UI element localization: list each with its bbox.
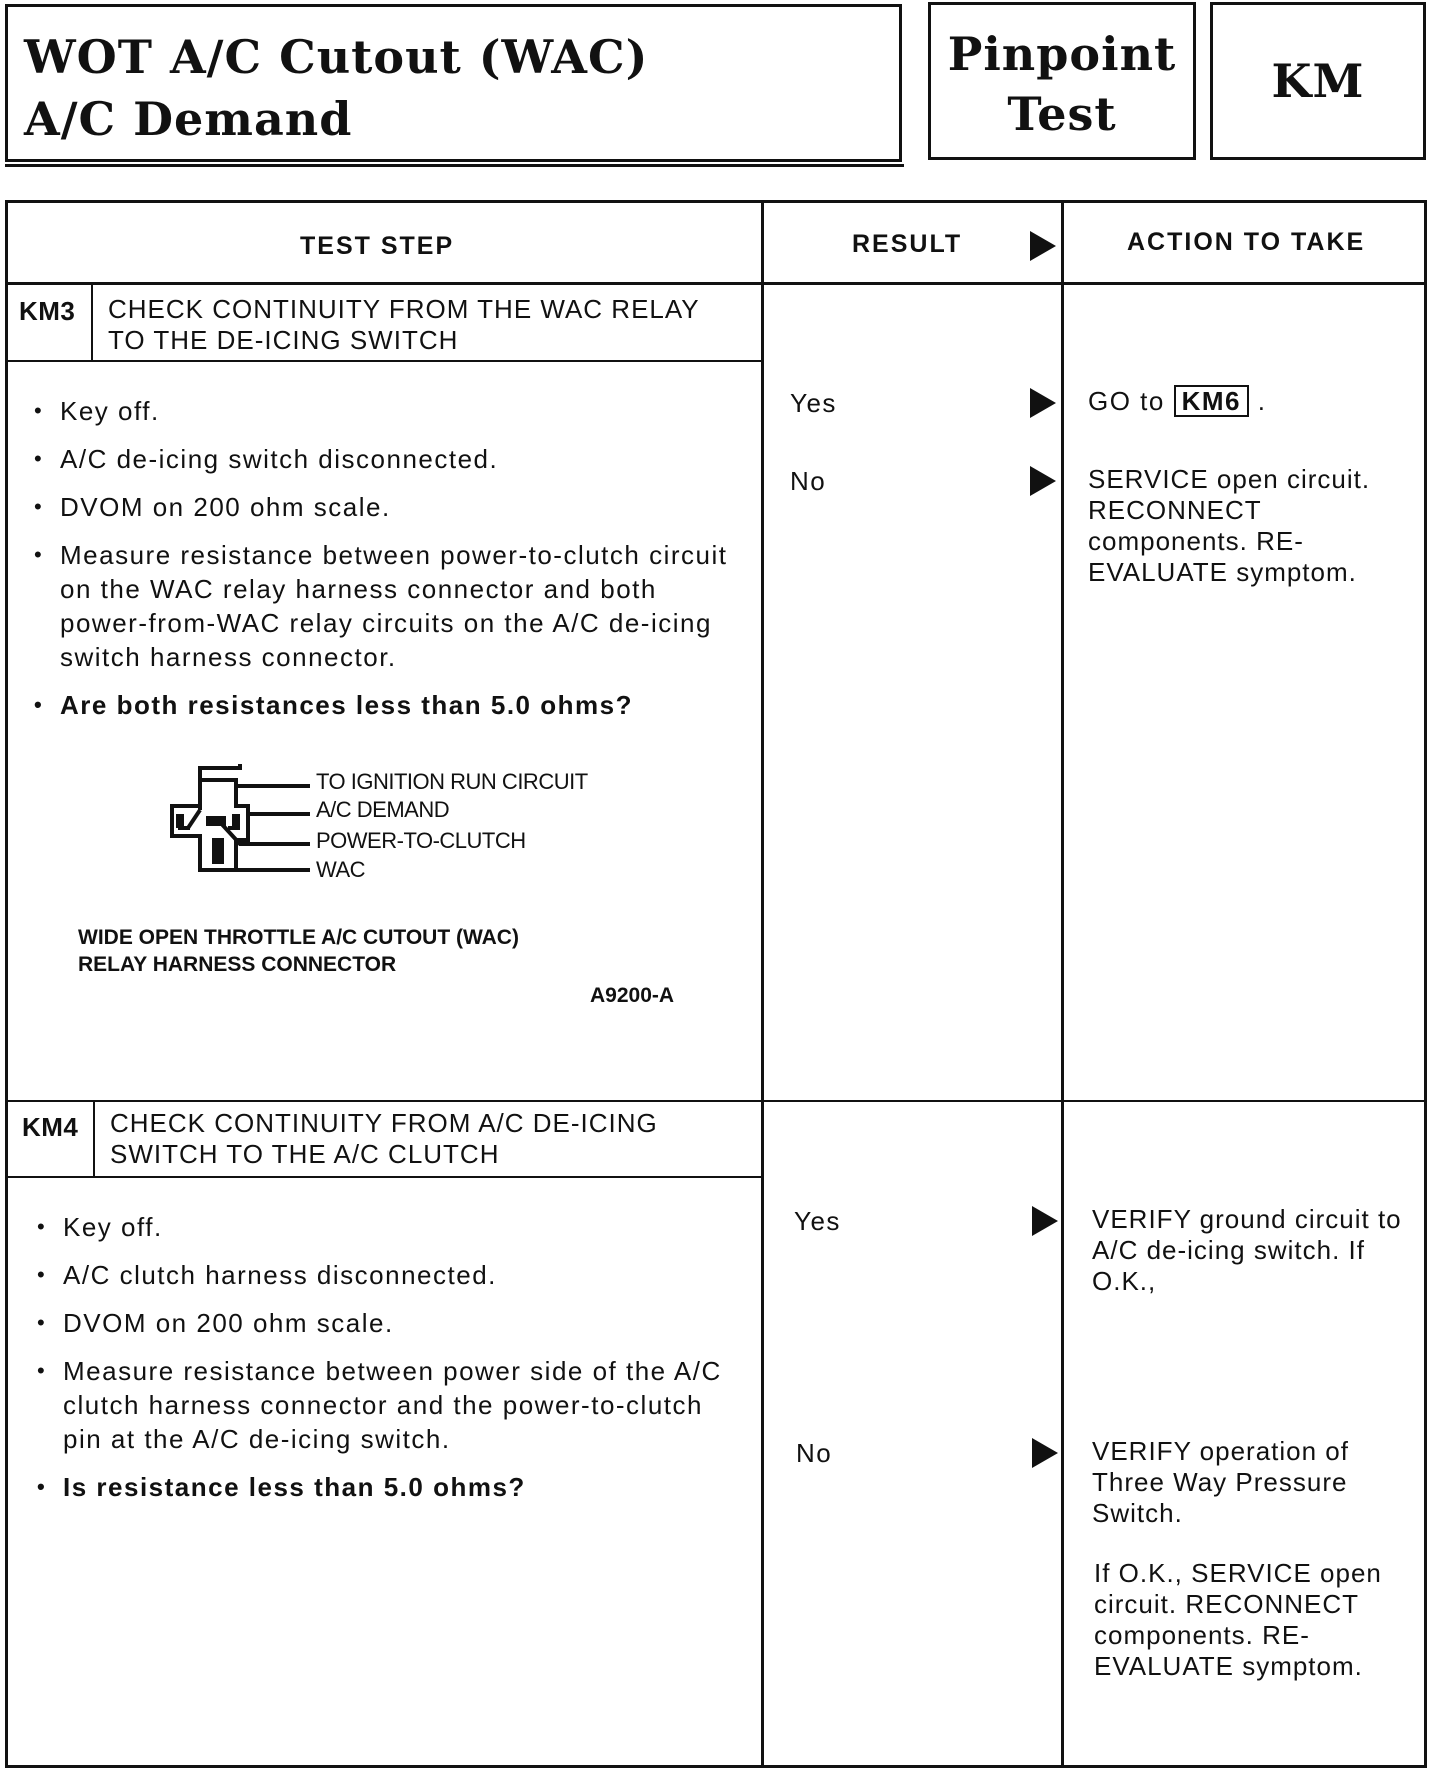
diagram-label-power-to-clutch: POWER-TO-CLUTCH (316, 828, 526, 853)
step-km4-title-rule (5, 1176, 762, 1178)
km4-no-arrow-icon (1032, 1438, 1058, 1468)
col-header-action: ACTION TO TAKE (1127, 228, 1366, 256)
step-km4-title-line2: SWITCH TO THE A/C CLUTCH (110, 1139, 500, 1169)
list-item: • Measure resistance between power side of the A/C clutch harness connector and the power-to-clutch pin at the A/C de-icing switch. (35, 1354, 735, 1456)
step-km4-id: KM4 (22, 1112, 79, 1142)
list-item: • Measure resistance between power-to-clutch circuit on the WAC relay harness connector and both power-from-WAC relay circuits on the A/C de-icing switch harness connector. (32, 538, 744, 674)
page-title-line1: WOT A/C Cutout (WAC) (24, 30, 649, 84)
pinpoint-test-box (928, 2, 1196, 160)
col-header-result: RESULT (852, 230, 963, 258)
lead-power-to-clutch (218, 820, 310, 844)
pin-center (206, 816, 226, 826)
title-box (5, 4, 902, 162)
list-item: • Key off. (35, 1210, 735, 1244)
diagram-caption-line2: RELAY HARNESS CONNECTOR (78, 953, 397, 976)
pin-left (176, 814, 184, 828)
km3-action-yes-prefix: GO to (1088, 386, 1165, 416)
km4-result-no: No (796, 1438, 833, 1468)
diag-stroke (188, 810, 200, 828)
step-km3-bottom-rule (5, 1100, 1427, 1102)
step-km3-title-line1: CHECK CONTINUITY FROM THE WAC RELAY (108, 294, 700, 324)
col-divider-1 (761, 200, 764, 1768)
km3-action-yes (1088, 384, 1266, 418)
km4-result-yes: Yes (794, 1206, 841, 1236)
header-rule (5, 164, 904, 167)
km6-reference-link[interactable]: KM6 (1174, 385, 1249, 417)
step-km3-title (108, 294, 700, 356)
list-item: • A/C clutch harness disconnected. (35, 1258, 735, 1292)
km3-yes-arrow-icon (1030, 388, 1056, 418)
step-km3-question: • Are both resistances less than 5.0 ohms? (32, 688, 744, 722)
test-code: KM (1271, 54, 1365, 108)
list-item: • Key off. (32, 394, 744, 428)
step-km3-title-line2: TO THE DE-ICING SWITCH (108, 325, 459, 355)
step-km3-id: KM3 (19, 296, 76, 326)
km3-result-no: No (790, 466, 827, 496)
km4-action-no-followup: If O.K., SERVICE open circuit. RECONNECT components. RE-EVALUATE symptom. (1094, 1558, 1382, 1681)
km4-action-no: VERIFY operation of Three Way Pressure Switch. (1092, 1436, 1349, 1528)
list-item: • DVOM on 200 ohm scale. (32, 490, 744, 524)
header-row-rule (5, 282, 1427, 285)
pinpoint-label: Pinpoint (947, 27, 1177, 81)
step-km4-title (110, 1108, 658, 1170)
step-km3-bullets (32, 394, 744, 736)
col-divider-2 (1061, 200, 1064, 1768)
test-label: Test (1007, 87, 1117, 141)
step-km4-title-line1: CHECK CONTINUITY FROM A/C DE-ICING (110, 1108, 658, 1138)
km3-action-yes-suffix: . (1257, 386, 1267, 416)
diagram-label-ignition: TO IGNITION RUN CIRCUIT (316, 769, 588, 794)
pin-right (232, 814, 240, 828)
diagram-caption-line1: WIDE OPEN THROTTLE A/C CUTOUT (WAC) (78, 926, 519, 949)
step-km4-question: • Is resistance less than 5.0 ohms? (35, 1470, 735, 1504)
diagram-caption (78, 924, 519, 978)
result-arrow-icon (1030, 231, 1056, 261)
km3-no-arrow-icon (1030, 466, 1056, 496)
diagram-label-ac-demand: A/C DEMAND (316, 797, 450, 822)
km4-action-yes: VERIFY ground circuit to A/C de-icing switch. If O.K., (1092, 1204, 1402, 1296)
km3-result-yes: Yes (790, 388, 837, 418)
page-title-line2: A/C Demand (24, 92, 353, 146)
km4-yes-arrow-icon (1032, 1206, 1058, 1236)
step-km3-title-rule (5, 360, 762, 362)
list-item: • A/C de-icing switch disconnected. (32, 442, 744, 476)
step-km4-bullets (35, 1210, 735, 1518)
list-item: • DVOM on 200 ohm scale. (35, 1306, 735, 1340)
diagram-figure-id: A9200-A (590, 984, 675, 1007)
col-header-test-step: TEST STEP (300, 232, 455, 260)
wac-relay-connector-diagram (160, 758, 330, 888)
diagram-label-wac: WAC (316, 857, 366, 882)
km3-action-no: SERVICE open circuit. RECONNECT components. RE-EVALUATE symptom. (1088, 464, 1371, 587)
test-code-box (1210, 2, 1426, 160)
pin-bottom (212, 838, 224, 864)
